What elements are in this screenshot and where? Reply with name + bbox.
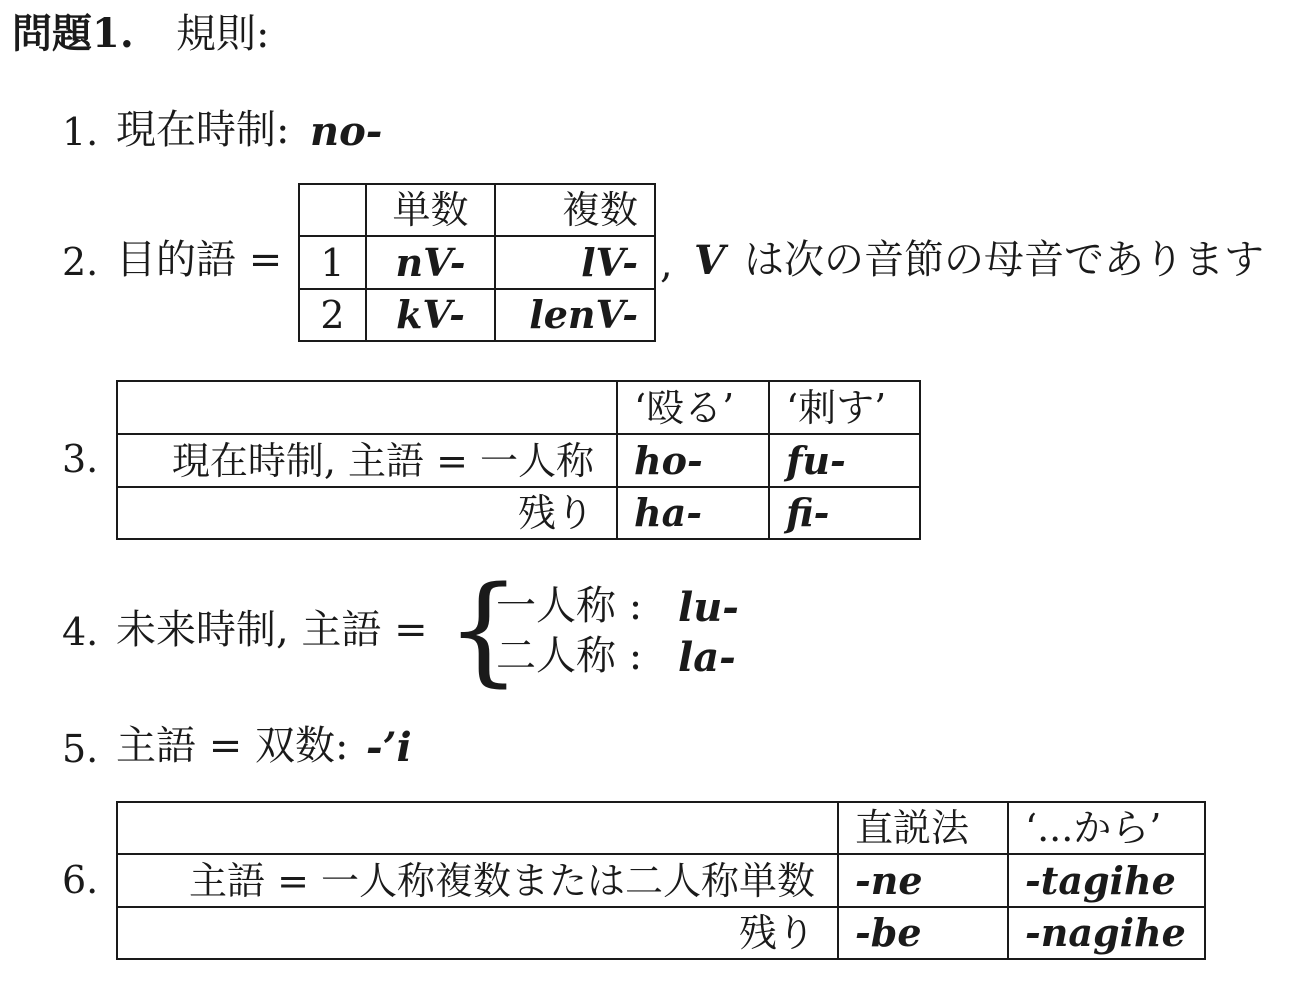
row-header: 2 [299, 289, 366, 341]
row-header: 残り [117, 487, 617, 539]
table-cell: -be [838, 907, 1008, 959]
rule-2-label: 目的語 = [116, 237, 283, 283]
rule-5-number: 5. [62, 727, 99, 771]
column-header: ‘...から’ [1008, 802, 1205, 854]
row-header: 現在時制, 主語 = 一人称 [117, 434, 617, 487]
column-header: ‘殴る’ [617, 381, 769, 434]
table-cell: -ne [838, 854, 1008, 907]
table-row [117, 434, 920, 487]
case-form: lu- [678, 584, 739, 631]
table-cell: kV- [366, 289, 495, 341]
rule-2-note: は次の音節の母音であります [744, 237, 1264, 283]
table-cell: -tagihe [1008, 854, 1205, 907]
rule-1-form: no- [310, 108, 383, 155]
table-cell: fi- [769, 487, 920, 539]
table-row [117, 907, 1205, 959]
table-row [117, 854, 1205, 907]
rule-3-number: 3. [62, 437, 99, 481]
column-header: ‘刺す’ [769, 381, 920, 434]
present-prefix-table [116, 380, 921, 540]
rule-4-label: 未来時制, 主語 = [116, 607, 428, 653]
table-cell [299, 184, 366, 236]
table-cell [117, 381, 617, 434]
table-row [299, 236, 655, 289]
case-person: 一人称 : [496, 583, 643, 629]
table-cell: nV- [366, 236, 495, 289]
rule-2-number: 2. [62, 240, 99, 284]
table-cell: lenV- [495, 289, 655, 341]
rule-1-label: 現在時制: [116, 107, 290, 153]
table-cell: ho- [617, 434, 769, 487]
column-header: 複数 [495, 184, 655, 236]
case-form: la- [678, 634, 736, 681]
problem-label: 問題1. [12, 10, 134, 57]
table-row [117, 381, 920, 434]
rule-1-number: 1. [62, 110, 99, 154]
table-row [299, 184, 655, 236]
table-cell: ha- [617, 487, 769, 539]
suffix-table [116, 801, 1206, 960]
left-brace-icon: { [446, 560, 522, 698]
table-row [117, 802, 1205, 854]
row-header: 1 [299, 236, 366, 289]
table-cell: lV- [495, 236, 655, 289]
column-header: 単数 [366, 184, 495, 236]
rule-2-comma: , [660, 241, 673, 287]
case-person: 二人称 : [496, 633, 643, 679]
object-prefix-table [298, 183, 656, 342]
rules-heading: 規則: [176, 11, 270, 57]
table-cell [117, 802, 838, 854]
rule-4-number: 4. [62, 610, 99, 654]
table-cell: fu- [769, 434, 920, 487]
rule-6-number: 6. [62, 858, 99, 902]
rule-5-label: 主語 = 双数: [116, 723, 349, 769]
row-header: 残り [117, 907, 838, 959]
table-row [117, 487, 920, 539]
table-cell: -nagihe [1008, 907, 1205, 959]
row-header: 主語 = 一人称複数または二人称単数 [117, 854, 838, 907]
column-header: 直説法 [838, 802, 1008, 854]
rule-5-form: -’i [366, 724, 412, 771]
table-row [299, 289, 655, 341]
rule-2-v-symbol: V [694, 237, 726, 284]
